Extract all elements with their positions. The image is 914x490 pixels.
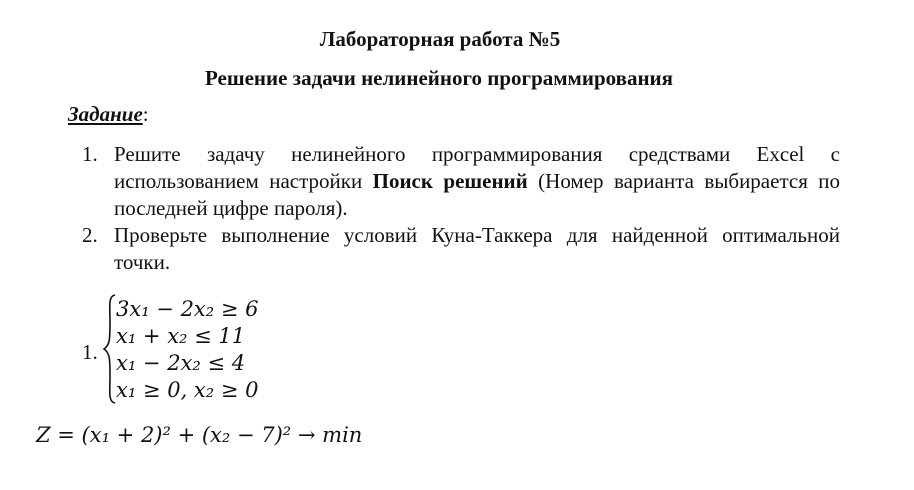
variant-number: 1. <box>82 340 98 364</box>
document-subtitle: Решение задачи нелинейного программирования <box>204 66 674 90</box>
task-heading <box>68 102 149 126</box>
constraint-line: x₁ − 2x₂ ≤ 4 <box>116 351 246 375</box>
constraint-line: x₁ ≥ 0, x₂ ≥ 0 <box>116 378 259 402</box>
constraint-line: 3x₁ − 2x₂ ≥ 6 <box>116 297 259 321</box>
task-list <box>82 141 840 276</box>
task-number: 1. <box>82 142 98 166</box>
constraint-line: x₁ + x₂ ≤ 11 <box>116 324 246 348</box>
task-text <box>114 141 840 222</box>
task-text-part: (Номер варианта выбирается по последней цифре пароля). <box>114 169 841 220</box>
task-text: Проверьте выполнение условий Куна-Таккера для найденной оптимальной точки. <box>114 223 840 274</box>
constraint-system <box>116 296 259 404</box>
task-number: 2. <box>82 223 98 247</box>
task-heading-word: Задание <box>68 102 143 126</box>
document-title: Лабораторная работа №5 <box>319 27 561 51</box>
task-text-bold: Поиск решений <box>372 169 528 193</box>
task-item-2 <box>82 222 840 276</box>
task-heading-colon: : <box>142 102 149 126</box>
objective-function: Z = (x₁ + 2)² + (x₂ − 7)² → min <box>36 423 363 447</box>
task-text-part: Решите задачу нелинейного программирования средствами Excel с использованием настройки <box>114 142 840 193</box>
task-item-1 <box>82 141 840 222</box>
